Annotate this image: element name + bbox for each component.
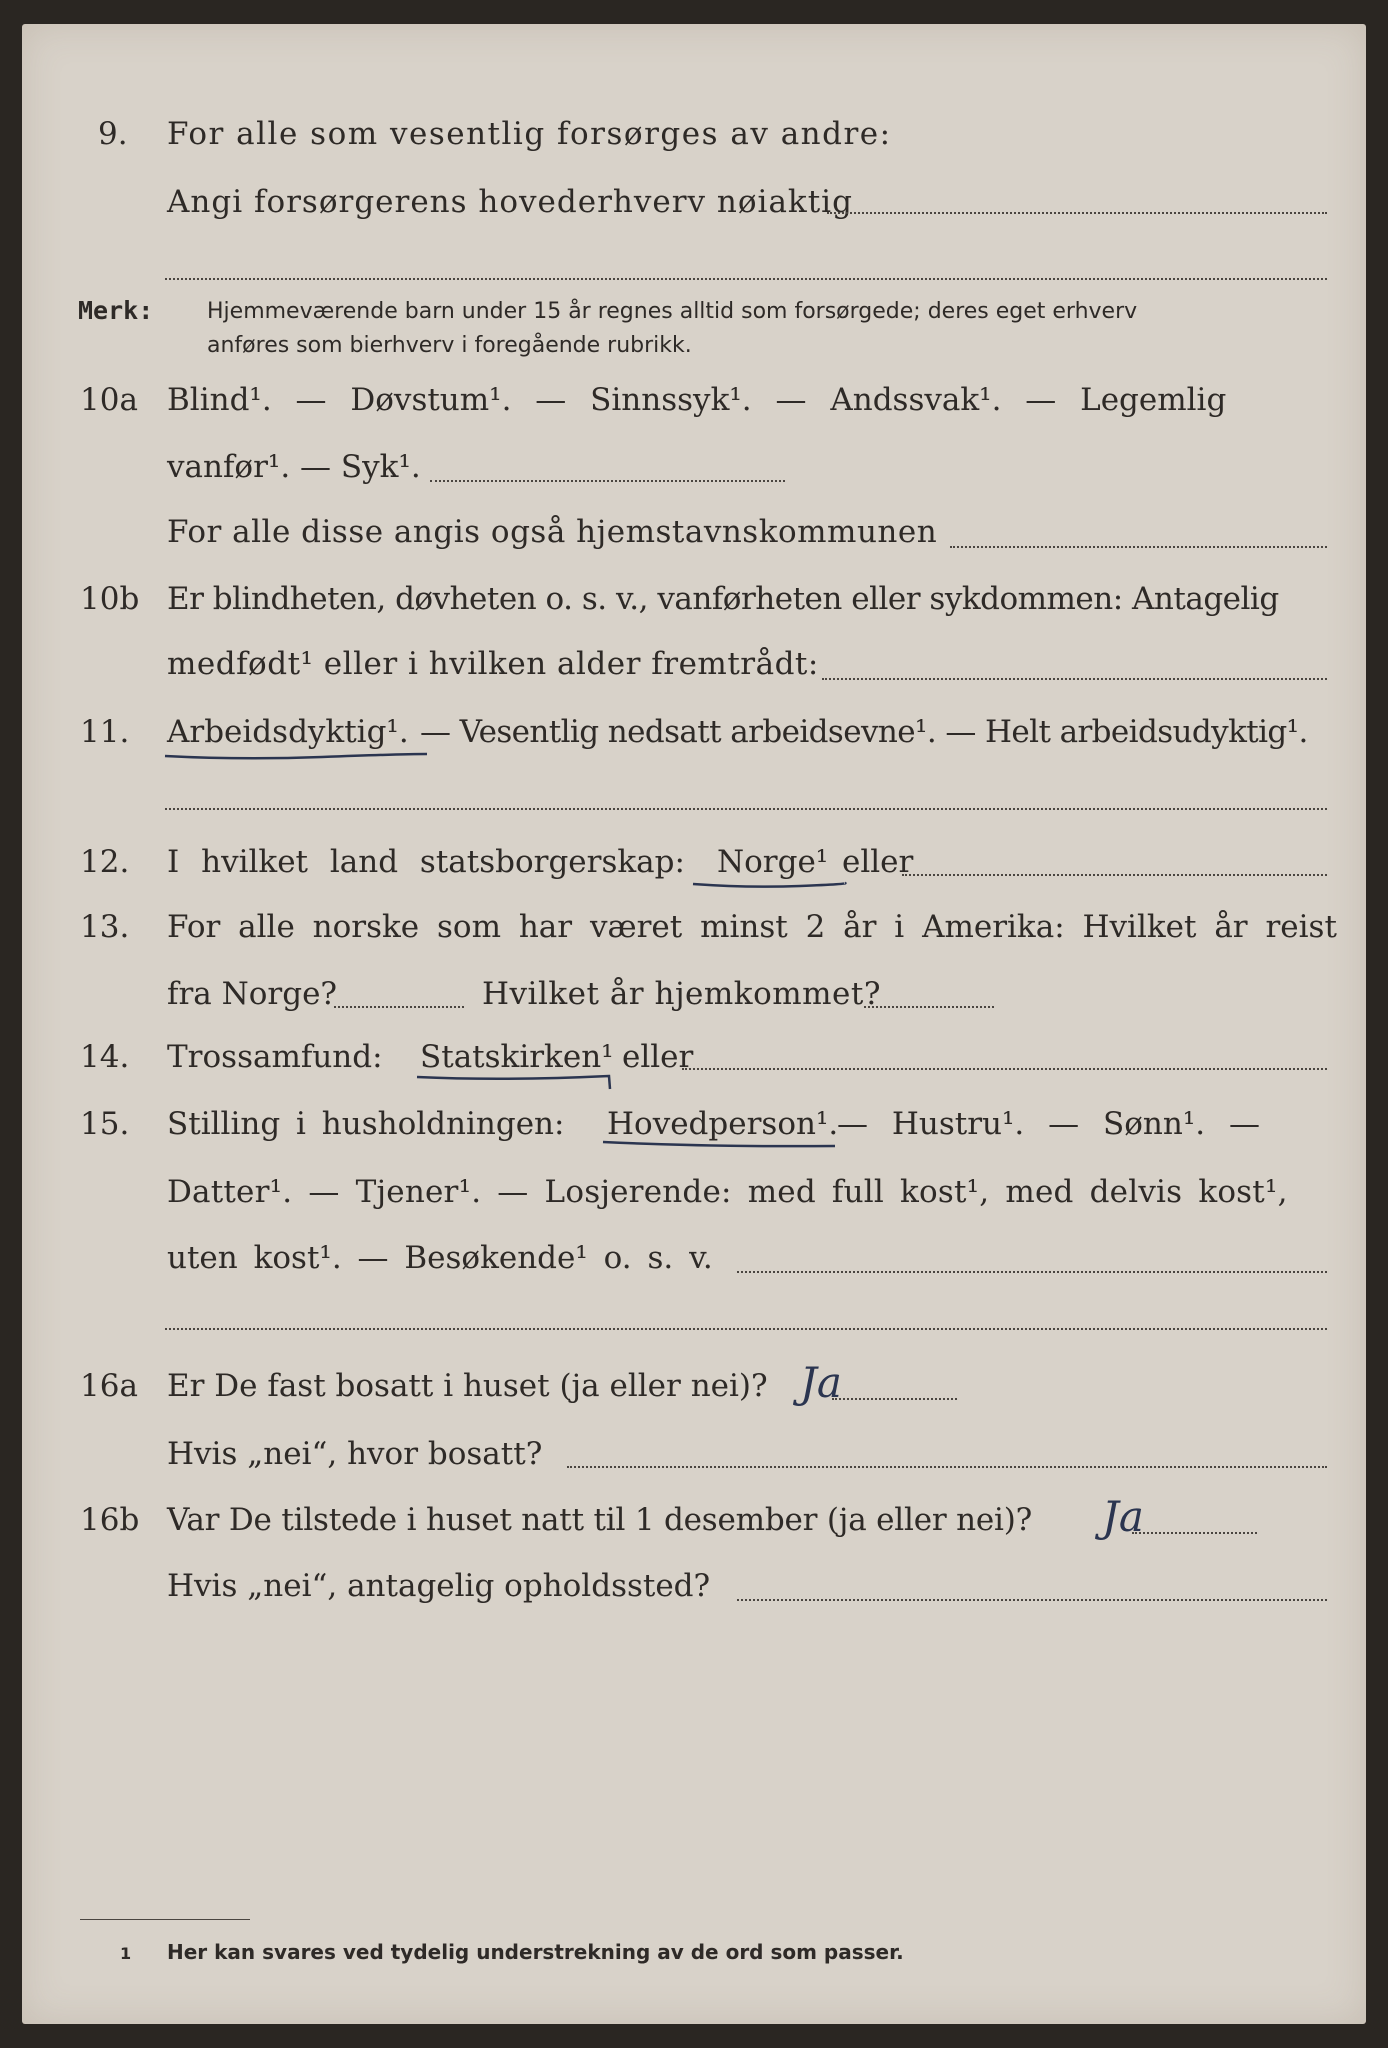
- q15-answer-line-2: [165, 1328, 1327, 1330]
- q15-handwritten-underline: [600, 1136, 840, 1156]
- q11-handwritten-underline: [162, 744, 432, 764]
- q10a-line3: For alle disse angis også hjemstavnskommunen: [167, 514, 938, 550]
- q15-after: — Hustru¹. — Sønn¹. —: [837, 1106, 1260, 1142]
- q16b-number: 16b: [80, 1502, 140, 1538]
- q10a-home-line: [950, 546, 1327, 548]
- q14-before: Trossamfund:: [167, 1039, 383, 1075]
- q12-handwritten-underline: [690, 874, 850, 894]
- q14-after: eller: [622, 1039, 694, 1075]
- footnote-text: Her kan svares ved tydelig understrekning av de ord som passer.: [167, 1940, 904, 1964]
- q14-number: 14.: [80, 1039, 130, 1075]
- q9-answer-line-2: [165, 278, 1327, 280]
- q15-line3: uten kost¹. — Besøkende¹ o. s. v.: [167, 1240, 713, 1276]
- q12-after: eller: [842, 844, 914, 880]
- q13-line2b: Hvilket år hjemkommet?: [482, 976, 881, 1012]
- q11-rest: — Vesentlig nedsatt arbeidsevne¹. — Helt arbeidsudyktig¹.: [420, 714, 1308, 750]
- q16a-answer-line: [832, 1398, 957, 1400]
- q12-answer-line: [902, 874, 1327, 876]
- merk-line2: anføres som bierhverv i foregående rubrikk.: [207, 333, 692, 358]
- q15-number: 15.: [80, 1106, 130, 1142]
- q14-underlined: Statskirken¹: [420, 1039, 614, 1075]
- q16a-line1: Er De fast bosatt i huset (ja eller nei)?: [167, 1368, 768, 1404]
- footnote-divider: [80, 1919, 250, 1920]
- q10b-number: 10b: [80, 581, 140, 617]
- q10a-line2: vanfør¹. — Syk¹.: [167, 449, 421, 485]
- q9-line1: For alle som vesentlig forsørges av andre:: [167, 116, 892, 152]
- q15-before: Stilling i husholdningen:: [167, 1106, 565, 1142]
- merk-line1: Hjemmeværende barn under 15 år regnes alltid som forsørgede; deres eget erhverv: [207, 299, 1138, 324]
- q16b-line2: Hvis „nei“, antagelig opholdssted?: [167, 1568, 711, 1604]
- footnote-marker: 1: [120, 1944, 132, 1963]
- q16a-handwritten-answer: Ja: [800, 1358, 842, 1407]
- q12-before: I hvilket land statsborgerskap:: [167, 844, 685, 880]
- q13-return-year-line: [864, 1006, 994, 1008]
- q10b-line2: medfødt¹ eller i hvilken alder fremtrådt:: [167, 646, 819, 682]
- q13-number: 13.: [80, 909, 130, 945]
- q12-number: 12.: [80, 844, 130, 880]
- q9-answer-line: [827, 212, 1327, 214]
- q10a-number: 10a: [80, 382, 138, 418]
- q16a-where-line: [567, 1466, 1327, 1468]
- q11-number: 11.: [80, 714, 130, 750]
- q11-answer-line: [165, 808, 1327, 810]
- q15-answer-line: [737, 1271, 1327, 1273]
- q12-underlined: Norge¹: [717, 844, 829, 880]
- q16b-line1: Var De tilstede i huset natt til 1 desember (ja eller nei)?: [167, 1502, 1033, 1538]
- merk-label: Merk:: [78, 296, 154, 325]
- q10b-answer-line: [822, 678, 1327, 680]
- census-form-page: [22, 24, 1366, 2024]
- q15-underlined: Hovedperson¹.: [607, 1106, 839, 1142]
- q10b-line1: Er blindheten, døvheten o. s. v., vanførheten eller sykdommen: Antagelig: [167, 581, 1279, 617]
- q13-left-year-line: [334, 1006, 464, 1008]
- q14-handwritten-underline: [414, 1069, 624, 1095]
- q13-line2a: fra Norge?: [167, 976, 338, 1012]
- q16b-answer-line: [1132, 1532, 1257, 1534]
- q10a-answer-line: [430, 480, 785, 482]
- q9-number: 9.: [98, 116, 128, 152]
- q16a-line2: Hvis „nei“, hvor bosatt?: [167, 1436, 543, 1472]
- q15-line2: Datter¹. — Tjener¹. — Losjerende: med full kost¹, med delvis kost¹,: [167, 1174, 1288, 1210]
- q9-line2: Angi forsørgerens hovederhverv nøiaktig: [167, 184, 853, 220]
- q13-line1: For alle norske som har været minst 2 år i Amerika: Hvilket år reist: [167, 909, 1337, 945]
- q16a-number: 16a: [80, 1368, 138, 1404]
- q14-answer-line: [682, 1068, 1327, 1070]
- q16b-handwritten-answer: Ja: [1102, 1492, 1144, 1541]
- q10a-line1: Blind¹. — Døvstum¹. — Sinnssyk¹. — Andssvak¹. — Legemlig: [167, 382, 1227, 418]
- q11-underlined: Arbeidsdyktig¹.: [167, 714, 409, 750]
- q16b-where-line: [737, 1599, 1327, 1601]
